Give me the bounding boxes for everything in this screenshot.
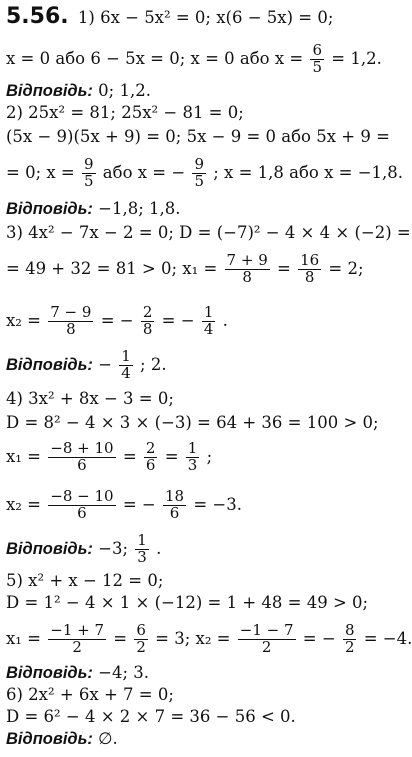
numerator: −8 + 10 xyxy=(50,439,114,458)
answer-3 xyxy=(6,340,167,390)
answer-2 xyxy=(6,196,181,222)
line-14 xyxy=(6,432,212,482)
text: = − xyxy=(161,311,195,330)
text: = 2; xyxy=(328,259,364,278)
fraction xyxy=(238,623,296,656)
fraction xyxy=(343,623,357,656)
text: ; xyxy=(206,447,213,466)
numerator: 9 xyxy=(84,155,94,174)
text: − xyxy=(98,355,112,374)
text: 5) x² + x − 12 = 0; xyxy=(6,571,164,590)
numerator: 6 xyxy=(312,41,323,60)
text: x₁ = xyxy=(6,447,41,466)
text: = − xyxy=(302,629,336,648)
numerator: 6 xyxy=(136,621,146,640)
answer-label: Відповідь: xyxy=(6,730,93,748)
denominator: 3 xyxy=(137,548,147,566)
numerator: 9 xyxy=(194,155,204,174)
line-8 xyxy=(6,220,411,246)
line-15 xyxy=(6,480,242,530)
text: −3; xyxy=(98,539,129,558)
text: 6) 2x² + 6x + 7 = 0; xyxy=(6,685,174,704)
text: = − xyxy=(100,311,134,330)
text: D = 8² − 4 × 3 × (−3) = 64 + 36 = 100 > 0; xyxy=(6,413,379,432)
text: = 49 + 32 = 81 > 0; x₁ = xyxy=(6,259,218,278)
line-6 xyxy=(6,148,403,198)
text: = −3. xyxy=(193,495,242,514)
text: 1) 6x − 5x² = 0; x(6 − 5x) = 0; xyxy=(77,8,334,27)
text: x = 0 або 6 − 5x = 0; x = 0 або x = xyxy=(6,49,304,68)
denominator: 8 xyxy=(142,320,153,338)
denominator: 2 xyxy=(344,638,355,656)
text: 3) 4x² − 7x − 2 = 0; D = (−7)² − 4 × 4 × (−2) = xyxy=(6,223,411,242)
line-9 xyxy=(6,244,364,294)
line-4 xyxy=(6,100,244,126)
denominator: 8 xyxy=(66,320,76,338)
denominator: 3 xyxy=(187,456,198,474)
denominator: 6 xyxy=(77,504,87,522)
text: = xyxy=(113,629,128,648)
answer-value: 0; 1,2. xyxy=(98,81,151,100)
text: . xyxy=(156,539,162,558)
denominator: 5 xyxy=(194,172,204,190)
fraction xyxy=(82,157,96,190)
fraction xyxy=(48,623,106,656)
denominator: 6 xyxy=(145,456,156,474)
text: D = 6² − 4 × 2 × 7 = 36 − 56 < 0. xyxy=(6,707,296,726)
text: або x = − xyxy=(102,163,186,182)
denominator: 5 xyxy=(312,58,323,76)
fraction xyxy=(119,349,133,382)
numerator: 2 xyxy=(142,303,153,322)
numerator: 2 xyxy=(145,439,156,458)
numerator: −1 + 7 xyxy=(50,621,105,640)
answer-value: −1,8; 1,8. xyxy=(98,199,181,218)
fraction xyxy=(225,253,270,286)
numerator: −1 − 7 xyxy=(239,621,294,640)
numerator: 1 xyxy=(121,347,131,366)
text: 4) 3x² + 8x − 3 = 0; xyxy=(6,389,174,408)
text: = xyxy=(277,259,291,278)
fraction xyxy=(163,489,186,522)
fraction xyxy=(186,441,200,474)
line-10 xyxy=(6,296,228,346)
text: x₂ = xyxy=(6,495,41,514)
text: 2) 25x² = 81; 25x² − 81 = 0; xyxy=(6,103,244,122)
denominator: 6 xyxy=(169,504,180,522)
numerator: 1 xyxy=(187,439,198,458)
problem-number: 5.56. xyxy=(6,4,69,29)
answer-value: −4; 3. xyxy=(98,663,150,682)
text: = xyxy=(122,447,137,466)
fraction xyxy=(192,157,206,190)
line-19 xyxy=(6,614,412,664)
answer-label: Відповідь: xyxy=(6,540,93,558)
denominator: 8 xyxy=(304,268,315,286)
numerator: 1 xyxy=(203,303,214,322)
answer-label: Відповідь: xyxy=(6,200,93,218)
answer-label: Відповідь: xyxy=(6,664,93,682)
answer-label: Відповідь: xyxy=(6,82,93,100)
denominator: 6 xyxy=(77,456,87,474)
fraction xyxy=(48,305,93,338)
denominator: 2 xyxy=(261,638,272,656)
denominator: 2 xyxy=(136,638,146,656)
line-12 xyxy=(6,386,174,412)
text: = 1,2. xyxy=(331,49,382,68)
answer-4 xyxy=(6,524,161,574)
text: = −4. xyxy=(363,629,412,648)
text: x₁ = xyxy=(6,629,41,648)
fraction xyxy=(310,43,324,76)
text: x₂ = xyxy=(6,311,41,330)
answer-value: ∅. xyxy=(98,729,118,748)
numerator: −8 − 10 xyxy=(50,487,114,506)
numerator: 7 + 9 xyxy=(226,251,268,270)
line-18 xyxy=(6,590,368,616)
numerator: 16 xyxy=(300,251,320,270)
answer-6 xyxy=(6,726,118,752)
denominator: 2 xyxy=(72,638,82,656)
text: D = 1² − 4 × 1 × (−12) = 1 + 48 = 49 > 0; xyxy=(6,593,369,612)
fraction xyxy=(202,305,216,338)
numerator: 18 xyxy=(164,487,185,506)
line-5 xyxy=(6,124,390,150)
line-2 xyxy=(6,34,382,84)
fraction xyxy=(144,441,158,474)
text: = 3; x₂ = xyxy=(155,629,231,648)
fraction xyxy=(48,441,115,474)
denominator: 4 xyxy=(203,320,214,338)
text: ; 2. xyxy=(140,355,167,374)
fraction xyxy=(141,305,155,338)
denominator: 4 xyxy=(121,364,131,382)
numerator: 8 xyxy=(344,621,355,640)
fraction xyxy=(298,253,321,286)
text: (5x − 9)(5x + 9) = 0; 5x − 9 = 0 або 5x + 9 = xyxy=(6,127,390,146)
fraction xyxy=(135,533,149,566)
text: = xyxy=(164,447,179,466)
answer-label: Відповідь: xyxy=(6,356,93,374)
fraction xyxy=(48,489,115,522)
numerator: 7 − 9 xyxy=(50,303,92,322)
text: . xyxy=(222,311,228,330)
denominator: 5 xyxy=(84,172,94,190)
text: ; x = 1,8 або x = −1,8. xyxy=(213,163,404,182)
text: = 0; x = xyxy=(6,163,75,182)
fraction xyxy=(134,623,148,656)
text: = − xyxy=(122,495,156,514)
line-1 xyxy=(6,4,333,30)
denominator: 8 xyxy=(242,268,252,286)
numerator: 1 xyxy=(137,531,147,550)
